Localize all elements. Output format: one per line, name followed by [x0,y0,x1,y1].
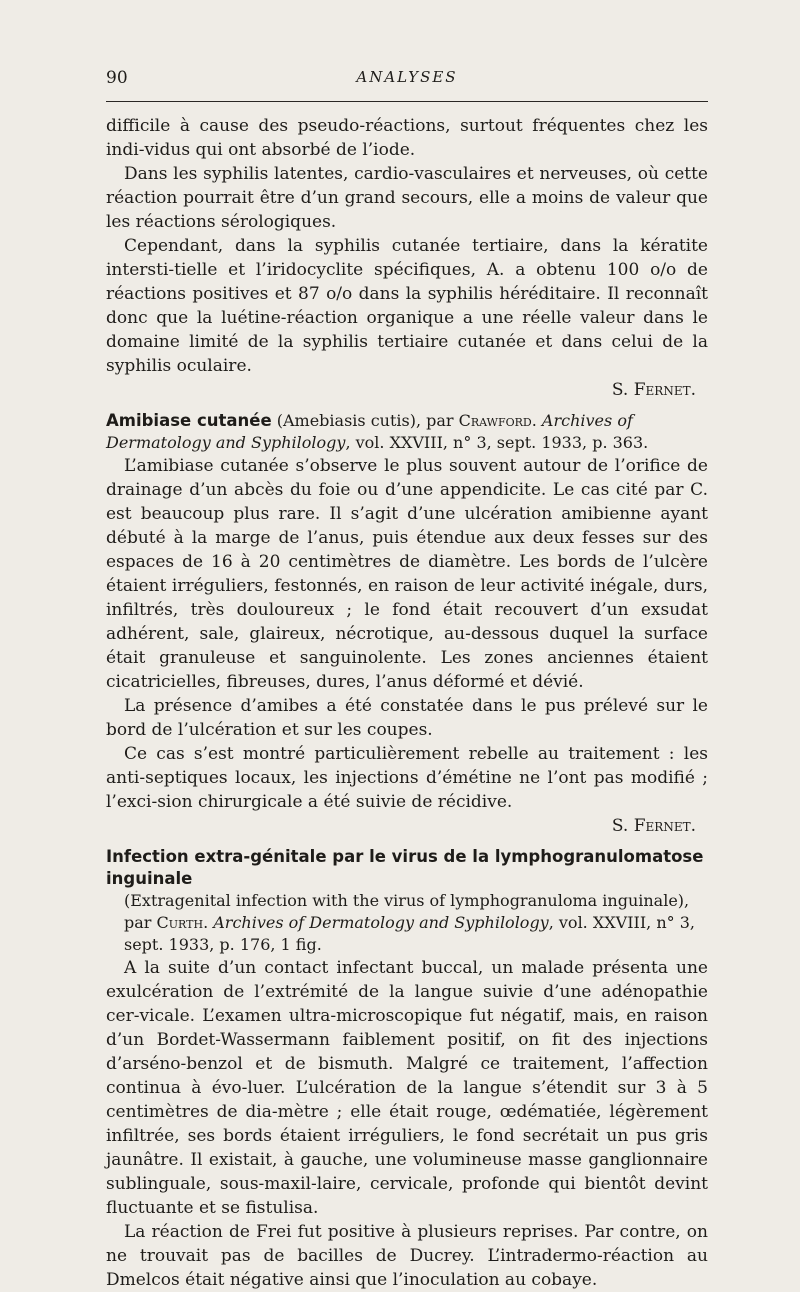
intro-signature: S. Fernet. [611,380,696,400]
page-header [106,68,708,92]
article2-paragraph-1: A la suite d’un contact infectant buccal, un malade présenta une exulcération de l’extrémité de la langue suivie d’une adénopathie cer-vicale. L’examen ultra-microscopique fut négatif, mais, en raison d’un Bordet-Wassermann faiblement positif, on fit des injections d’arséno-benzol et de bismuth. Malgré ce traitement, l’affection continua à évo-luer. L’ulcération de la langue s’étendit sur 3 à 5 centimètres de dia-mètre ; elle était rouge, œdématiée, légèrement infiltrée, ses bords étaient irréguliers, le fond secrétait un pus gris jaunâtre. Il existait, à gauche, une volumineuse masse ganglionnaire sublinguale, sous-maxil-laire, cervicale, profonde qui bientôt devint fluctuante et se fistulisa. [106,958,708,1218]
article2-paragraph-2: La réaction de Frei fut positive à plusieurs reprises. Par contre, on ne trouvait pas de bacilles de Ducrey. L’intradermo-réaction au Dmelcos était négative ainsi que l’inoculation au cobaye. [106,1222,708,1290]
intro-paragraph-3: Cependant, dans la syphilis cutanée tertiaire, dans la kératite intersti-tielle et l’iridocyclite spécifiques, A. a obtenu 100 o/o de réactions positives et 87 o/o dans la syphilis héréditaire. Il reconnaît donc que la luétine-réaction organique a une réelle valeur dans le domaine limité de la syphilis tertiaire cutanée et dans celui de la syphilis oculaire. [106,236,708,376]
article1-author: Crawford [458,411,532,430]
article1-signature: S. Fernet. [611,816,696,836]
article2-author: Curth [156,913,204,932]
page-number: 90 [106,68,128,88]
article1-source: (Amebiasis cutis), par [271,411,459,430]
running-title: ANALYSES [356,68,458,86]
article1-heading [106,410,708,454]
article1-dot: . [531,411,542,430]
article1-paragraph-3: Ce cas s’est montré particulièrement rebelle au traitement : les anti-septiques locaux, les injections d’émétine ne l’ont pas modifié ; l’exci-sion chirurgicale a été suivie de récidive. [106,744,708,812]
article1-ref: , vol. XXVIII, n° 3, sept. 1933, p. 363. [345,433,649,452]
header-rule [106,101,708,102]
article2-heading [106,846,708,956]
article1-paragraph-2: La présence d’amibes a été constatée dans le pus prélevé sur le bord de l’ulcération et sur les coupes. [106,696,708,740]
article2-subtitle: (Extragenital infection with the virus of lymphogranuloma inguinale), par [124,891,690,932]
article2-title: Infection extra-génitale par le virus de la lymphogranulomatose inguinale [106,847,704,888]
intro-paragraph-1: difficile à cause des pseudo-réactions, surtout fréquentes chez les indi-vidus qui ont absorbé de l’iode. [106,116,708,160]
article2-journal: Archives of Dermatology and Syphilology [213,913,549,932]
intro-paragraph-2: Dans les syphilis latentes, cardio-vasculaires et nerveuses, où cette réaction pourrait être d’un grand secours, elle a moins de valeur que les réactions sérologiques. [106,164,708,232]
article1-paragraph-1: L’amibiase cutanée s’observe le plus souvent autour de l’orifice de drainage d’un abcès du foie ou d’une appendicite. Le cas cité par C. est beaucoup plus rare. Il s’agit d’une ulcération amibienne ayant débuté à la marge de l’anus, puis étendue aux deux fesses sur des espaces de 16 à 20 centimètres de diamètre. Les bords de l’ulcère étaient irréguliers, festonnés, en raison de leur activité inégale, durs, infiltrés, très douloureux ; le fond était recouvert d’un exsudat adhérent, sale, glaireux, nécrotique, au-dessous duquel la surface était granuleuse et sanguinolente. Les zones anciennes étaient cicatricielles, fibreuses, dures, l’anus déformé et dévié. [106,456,708,692]
article2-ref: , vol. XXVIII, n° 3, sept. 1933, p. 176, 1 fig. [124,913,695,954]
article1-title: Amibiase cutanée [106,411,272,430]
article2-citation [106,890,708,956]
page-content [106,114,708,1292]
article1-journal: Archives of Dermatology and Syphilology [106,411,633,452]
article2-dot: . [203,913,214,932]
